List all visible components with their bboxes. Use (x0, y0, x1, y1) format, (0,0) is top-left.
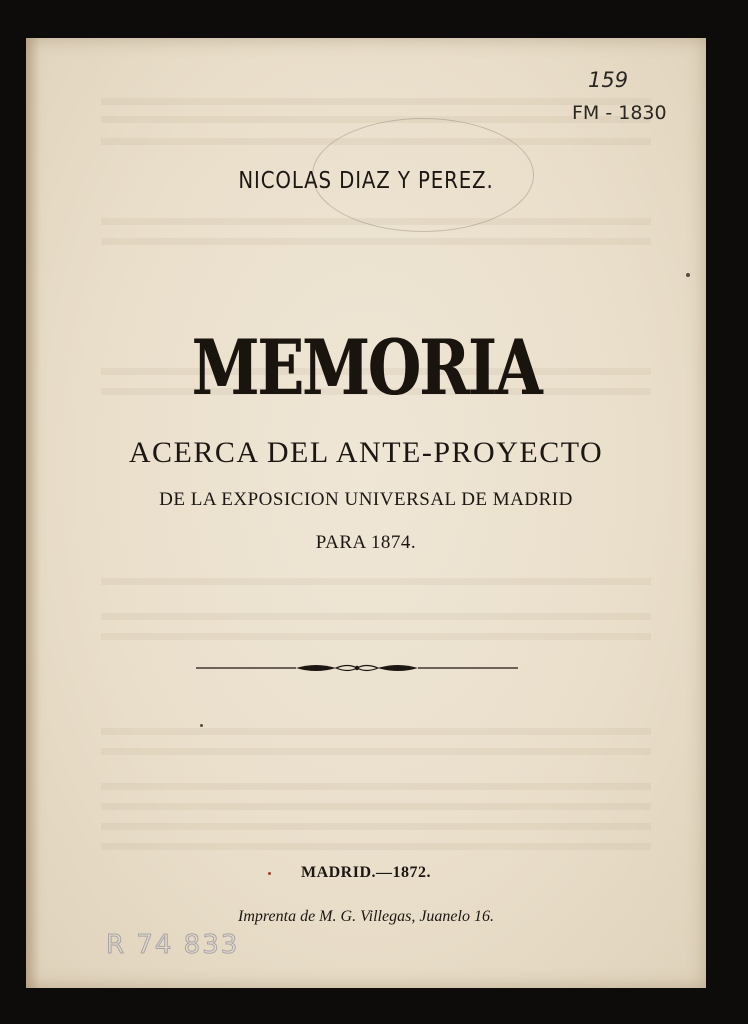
bleed-through-line (101, 728, 651, 735)
inventory-stamp: R 74 833 (106, 930, 240, 960)
bleed-through-line (101, 748, 651, 755)
subtitle-line-3: PARA 1874. (315, 532, 417, 553)
bleed-through-line (101, 238, 651, 245)
bleed-through-line (101, 783, 651, 790)
bleed-through-line (101, 578, 651, 585)
bleed-through-line (101, 843, 651, 850)
bleed-through-line (101, 98, 651, 105)
place-and-date: MADRID.—1872. (300, 864, 432, 881)
ink-spot (686, 273, 690, 277)
ink-spot (268, 872, 271, 875)
page-title: MEMORIA (191, 323, 541, 412)
ink-spot (200, 724, 203, 727)
subtitle-line-2: DE LA EXPOSICION UNIVERSAL DE MADRID (159, 489, 573, 510)
bleed-through-line (101, 803, 651, 810)
document-page (26, 38, 706, 988)
author-name: NICOLAS DIAZ Y PEREZ. (238, 168, 494, 194)
bleed-through-line (101, 116, 651, 123)
bleed-through-line (101, 823, 651, 830)
printer-imprint: Imprenta de M. G. Villegas, Juanelo 16. (238, 908, 494, 925)
handwritten-number: 159 (588, 68, 629, 92)
subtitle-line-1: ACERCA DEL ANTE-PROYECTO (128, 436, 604, 469)
handwritten-code: FM - 1830 (572, 102, 667, 124)
bleed-through-line (101, 613, 651, 620)
bleed-through-line (101, 633, 651, 640)
ornamental-divider (196, 661, 518, 675)
